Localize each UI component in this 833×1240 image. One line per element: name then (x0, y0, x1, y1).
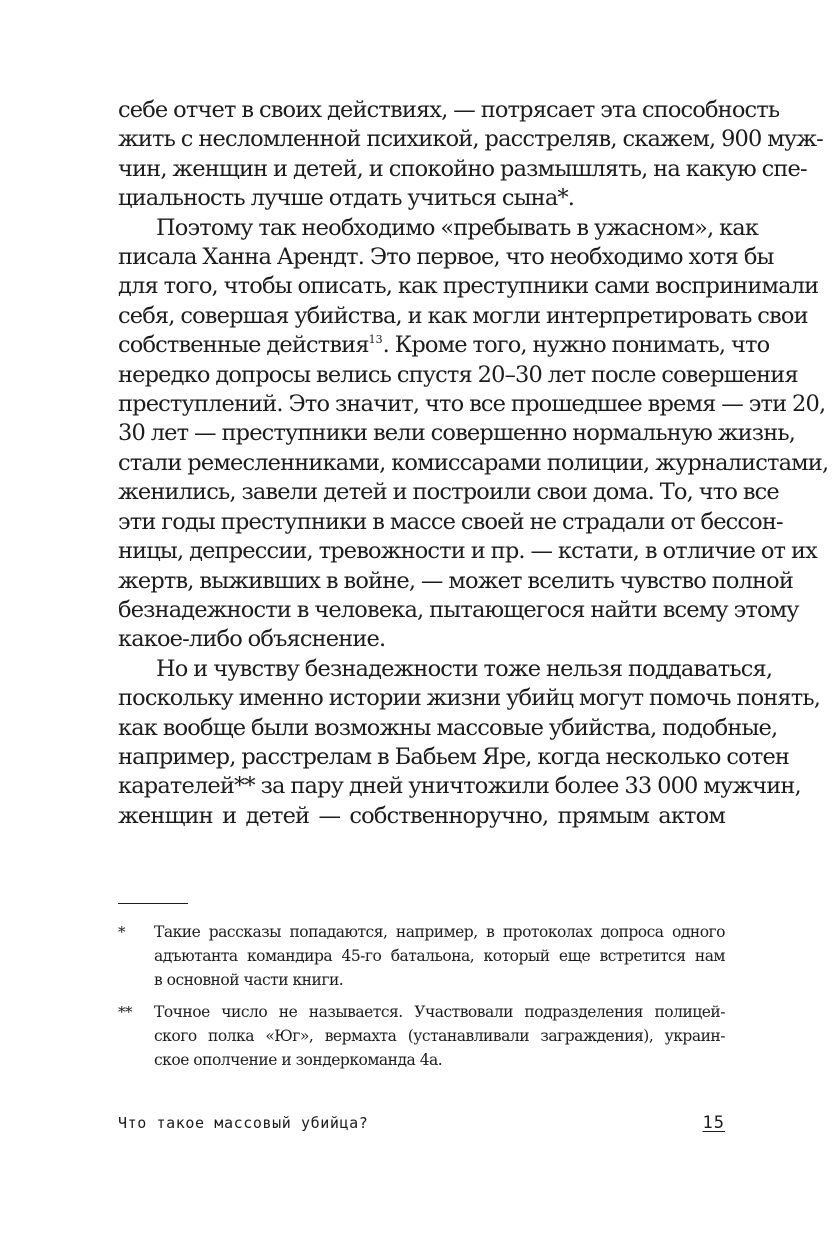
text-line: жить с несломленной психикой, расстреляв, скажем, 900 муж- (118, 126, 823, 153)
text-line: ницы, депрессии, тревожности и пр. — кстати, в отличие от их (118, 538, 817, 565)
footnote-text (154, 920, 725, 992)
page-number: 15 (702, 1113, 725, 1133)
footnote-line: Точное число не называется. Участвовали подразделения полицей- (154, 1003, 725, 1021)
footnote-line: ского полка «Юг», вермахта (устанавливали заграждения), украин- (154, 1027, 725, 1045)
text-line-with-note (118, 331, 770, 360)
text-line: например, расстрелам в Бабьем Яре, когда несколько сотен (118, 743, 790, 770)
footnote-2 (118, 1000, 725, 1072)
text-line: поскольку именно истории жизни убийц могут помочь понять, (118, 685, 821, 712)
text-line: себе отчет в своих действиях, — потрясает эта способность (118, 97, 780, 123)
endnote-reference: 13 (368, 333, 383, 347)
footnote-line: адъютанта командира 45-го батальона, который еще встретится нам (154, 947, 725, 965)
footnote-text (154, 1000, 725, 1072)
text-line: Но и чувству безнадежности тоже нельзя поддаваться, (156, 655, 773, 682)
text-line: чин, женщин и детей, и спокойно размышлять, на какую спе- (118, 155, 807, 182)
text-line: Поэтому так необходимо «пребывать в ужасном», как (156, 214, 759, 241)
text-line: нередко допросы велись спустя 20–30 лет после совершения (118, 361, 798, 388)
footnote-1 (118, 920, 725, 992)
running-footer (118, 1113, 725, 1133)
text-line: для того, чтобы описать, как преступники сами воспринимали (118, 273, 819, 300)
text-fragment: . Кроме того, нужно понимать, что (382, 332, 770, 359)
text-line: женщин и детей — собственноручно, прямым актом (118, 802, 725, 829)
text-line: преступлений. Это значит, что все прошедшее время — эти 20, (118, 391, 826, 418)
text-line: жертв, выживших в войне, — может вселить чувство полной (118, 567, 794, 594)
footnote-line: Такие рассказы попадаются, например, в протоколах допроса одного (154, 923, 725, 941)
text-line: писала Ханна Арендт. Это первое, что необходимо хотя бы (118, 244, 774, 271)
text-line: 30 лет — преступники вели совершенно нормальную жизнь, (118, 420, 796, 447)
text-fragment: собственные действия (118, 332, 369, 359)
footnote-line: в основной части книги. (154, 971, 344, 989)
main-text (118, 96, 829, 831)
footnotes (118, 920, 725, 1080)
paragraph-2 (118, 214, 829, 655)
text-line: как вообще были возможны массовые убийства, подобные, (118, 714, 778, 741)
text-line: безнадежности в человека, пытающегося найти всему этому (118, 596, 799, 623)
text-line: эти годы преступники в массе своей не страдали от бессон- (118, 508, 783, 535)
footnote-mark: ** (118, 1003, 132, 1021)
text-line: себя, совершая убийства, и как могли интерпретировать свои (118, 302, 808, 329)
paragraph-3 (118, 655, 821, 831)
paragraph-1 (118, 96, 823, 214)
footnote-line: ское ополчение и зондеркоманда 4а. (154, 1051, 443, 1069)
footnote-separator (118, 903, 188, 904)
footnote-mark: * (118, 923, 125, 941)
text-line: карателей** за пару дней уничтожили более 33 000 мужчин, (118, 773, 801, 800)
text-line: стали ремесленниками, комиссарами полиции, журналистами, (118, 449, 829, 476)
text-line: женились, завели детей и построили свои дома. То, что все (118, 479, 779, 506)
text-line: циальность лучше отдать учиться сына*. (118, 185, 575, 212)
text-line: какое-либо объяснение. (118, 626, 386, 653)
running-title: Что такое массовый убийца? (118, 1114, 369, 1132)
